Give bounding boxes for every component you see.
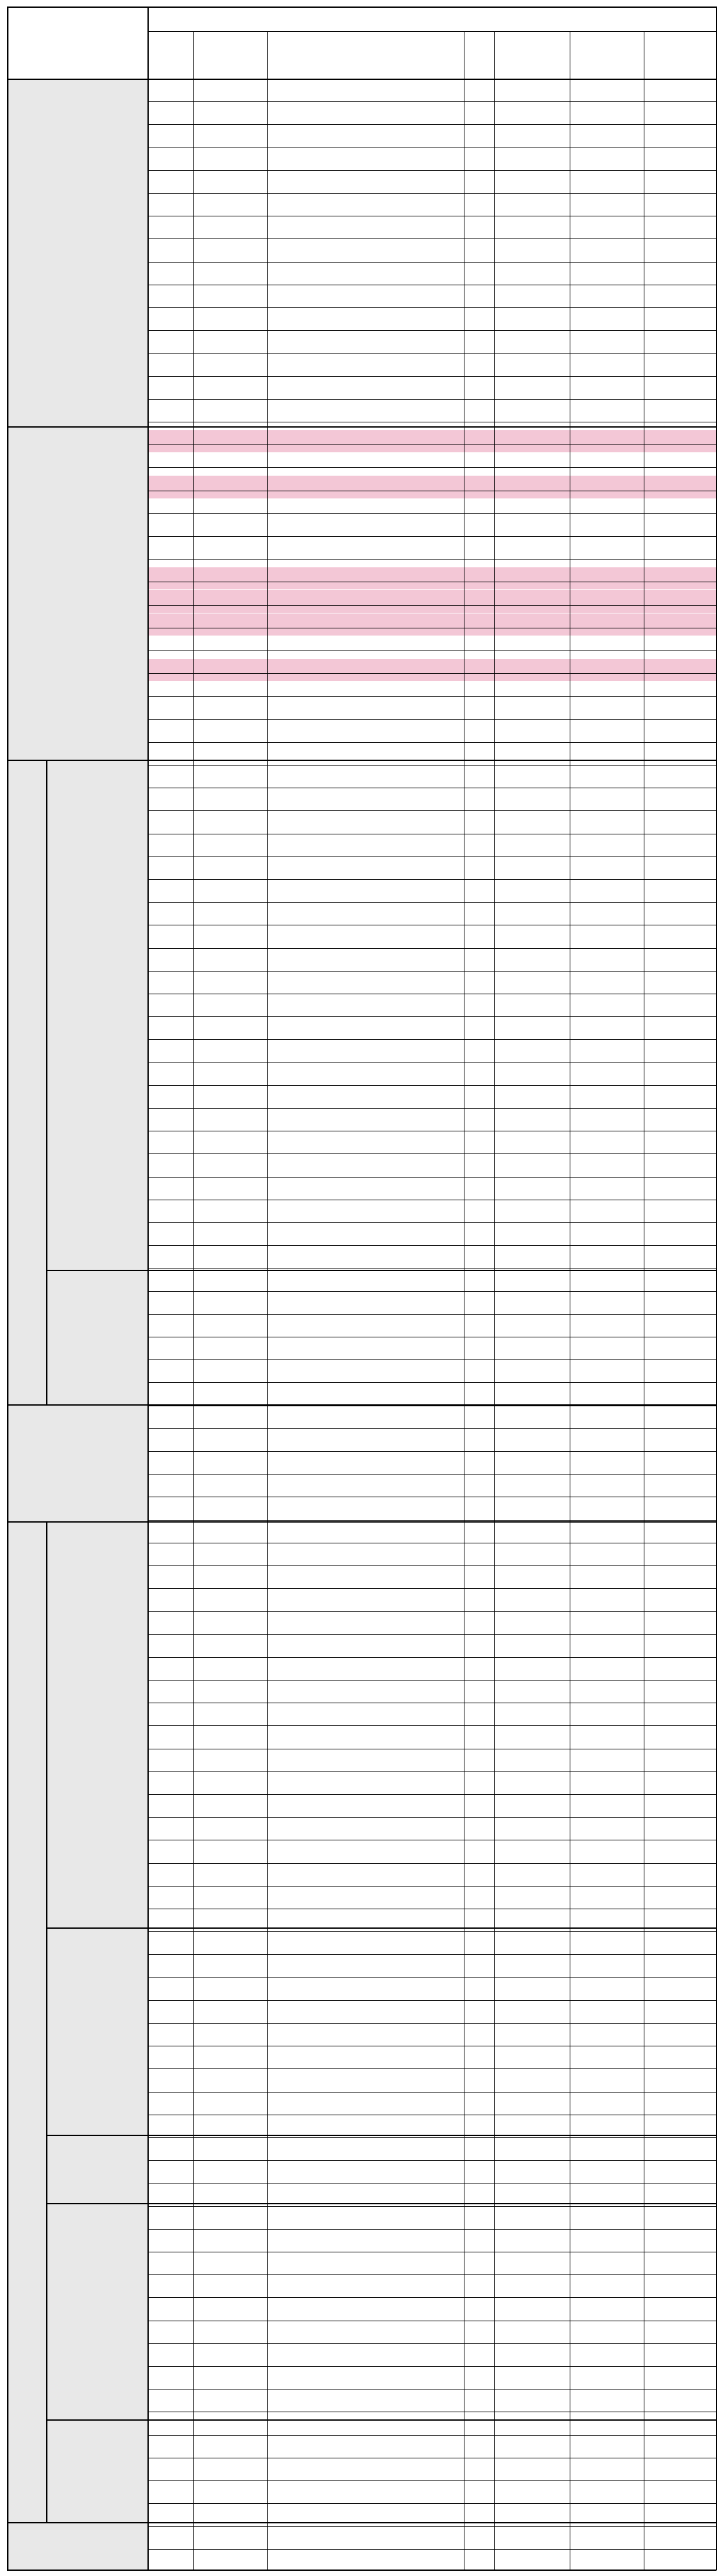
category-shade xyxy=(46,2135,147,2203)
highlight-row xyxy=(147,476,717,498)
grid-line xyxy=(147,2137,717,2138)
grid-line xyxy=(147,1565,717,1566)
grid-line xyxy=(147,1725,717,1726)
grid-line xyxy=(147,2160,717,2161)
grid-line xyxy=(7,426,717,428)
category-shade xyxy=(7,79,147,426)
grid-line xyxy=(147,1245,717,1246)
grid-line xyxy=(46,1521,47,2522)
grid-line xyxy=(147,1634,717,1635)
grid-line xyxy=(7,2570,717,2571)
grid-line xyxy=(147,330,717,331)
grid-line xyxy=(147,170,717,171)
category-shade xyxy=(7,1404,147,1521)
category-shade xyxy=(46,2419,147,2522)
grid-line xyxy=(7,760,717,761)
grid-line xyxy=(147,650,717,651)
grid-line xyxy=(147,2297,717,2298)
grid-line xyxy=(147,879,717,880)
grid-line xyxy=(147,31,717,32)
grid-line xyxy=(7,79,717,80)
grid-line xyxy=(147,605,717,606)
category-shade xyxy=(7,426,147,760)
category-shade xyxy=(7,1521,46,2522)
grid-line xyxy=(147,2023,717,2024)
grid-line xyxy=(147,101,717,102)
grid-line xyxy=(147,1222,717,1223)
grid-line xyxy=(147,399,717,400)
grid-line xyxy=(147,1977,717,1978)
grid-line xyxy=(147,559,717,560)
grid-line xyxy=(147,1382,717,1383)
grid-line xyxy=(46,1927,717,1929)
grid-line xyxy=(147,1085,717,1086)
grid-line xyxy=(716,6,717,2570)
grid-line xyxy=(147,1771,717,1772)
grid-line xyxy=(147,1291,717,1292)
grid-line xyxy=(147,353,717,354)
grid-line xyxy=(7,1521,717,1523)
grid-line xyxy=(147,902,717,903)
grid-line xyxy=(46,2203,717,2204)
grid-line xyxy=(147,513,717,514)
grid-line xyxy=(147,6,149,2570)
grid-line xyxy=(147,742,717,743)
grid-line xyxy=(46,2419,717,2421)
category-shade xyxy=(7,2522,147,2570)
grid-line xyxy=(147,2549,717,2550)
grid-line xyxy=(7,6,8,2570)
highlight-row xyxy=(147,567,717,589)
grid-line xyxy=(147,2068,717,2069)
grid-line xyxy=(147,2343,717,2344)
grid-line xyxy=(147,1314,717,1315)
grid-line xyxy=(147,1039,717,1040)
category-shade xyxy=(46,2203,147,2419)
grid-line xyxy=(147,307,717,308)
grid-line xyxy=(147,2366,717,2367)
grid-line xyxy=(147,1931,717,1932)
grid-line xyxy=(147,1886,717,1887)
grid-line xyxy=(147,2092,717,2093)
grid-line xyxy=(147,719,717,720)
grid-line xyxy=(147,2274,717,2275)
grid-line xyxy=(147,1359,717,1360)
highlight-row xyxy=(147,613,717,636)
grid-line xyxy=(147,262,717,263)
grid-line xyxy=(147,376,717,377)
grid-line xyxy=(147,1611,717,1612)
timetable-sheet xyxy=(7,6,717,2570)
grid-line xyxy=(147,1863,717,1864)
grid-line xyxy=(494,31,495,2570)
grid-line xyxy=(147,2206,717,2207)
grid-line xyxy=(147,2229,717,2230)
grid-line xyxy=(147,193,717,194)
category-shade xyxy=(46,1927,147,2135)
category-shade xyxy=(7,760,46,1404)
grid-line xyxy=(147,810,717,811)
grid-line xyxy=(147,467,717,468)
grid-line xyxy=(147,1016,717,1017)
grid-line xyxy=(147,444,717,445)
category-shade xyxy=(46,760,147,1270)
grid-line xyxy=(147,765,717,766)
grid-line xyxy=(147,1268,717,1269)
grid-line xyxy=(147,1794,717,1795)
grid-line xyxy=(147,1474,717,1475)
grid-line xyxy=(147,2480,717,2481)
category-shade xyxy=(46,1270,147,1404)
grid-line xyxy=(147,948,717,949)
grid-line xyxy=(147,1588,717,1589)
grid-line xyxy=(7,2522,717,2523)
grid-line xyxy=(7,6,717,8)
highlight-row xyxy=(147,659,717,681)
grid-line xyxy=(147,1680,717,1681)
grid-line xyxy=(46,760,47,1404)
category-shade xyxy=(46,1521,147,1927)
grid-line xyxy=(147,1108,717,1109)
grid-line xyxy=(46,1270,717,1271)
grid-line xyxy=(147,1520,717,1521)
grid-line xyxy=(267,31,268,2570)
grid-line xyxy=(147,238,717,239)
grid-line xyxy=(147,1657,717,1658)
grid-line xyxy=(147,2526,717,2527)
grid-line xyxy=(147,971,717,972)
grid-line xyxy=(147,2000,717,2001)
grid-line xyxy=(147,1817,717,1818)
grid-line xyxy=(147,536,717,537)
grid-line xyxy=(193,31,194,2570)
grid-line xyxy=(147,1428,717,1429)
grid-line xyxy=(147,2435,717,2436)
grid-line xyxy=(147,696,717,697)
grid-line xyxy=(147,2503,717,2504)
grid-line xyxy=(147,673,717,674)
grid-line xyxy=(147,1954,717,1955)
highlight-row xyxy=(147,590,717,612)
grid-line xyxy=(147,1451,717,1452)
highlight-row xyxy=(147,430,717,452)
grid-line xyxy=(147,1153,717,1154)
grid-line xyxy=(147,124,717,125)
grid-line xyxy=(46,2135,717,2136)
grid-line xyxy=(147,1177,717,1178)
